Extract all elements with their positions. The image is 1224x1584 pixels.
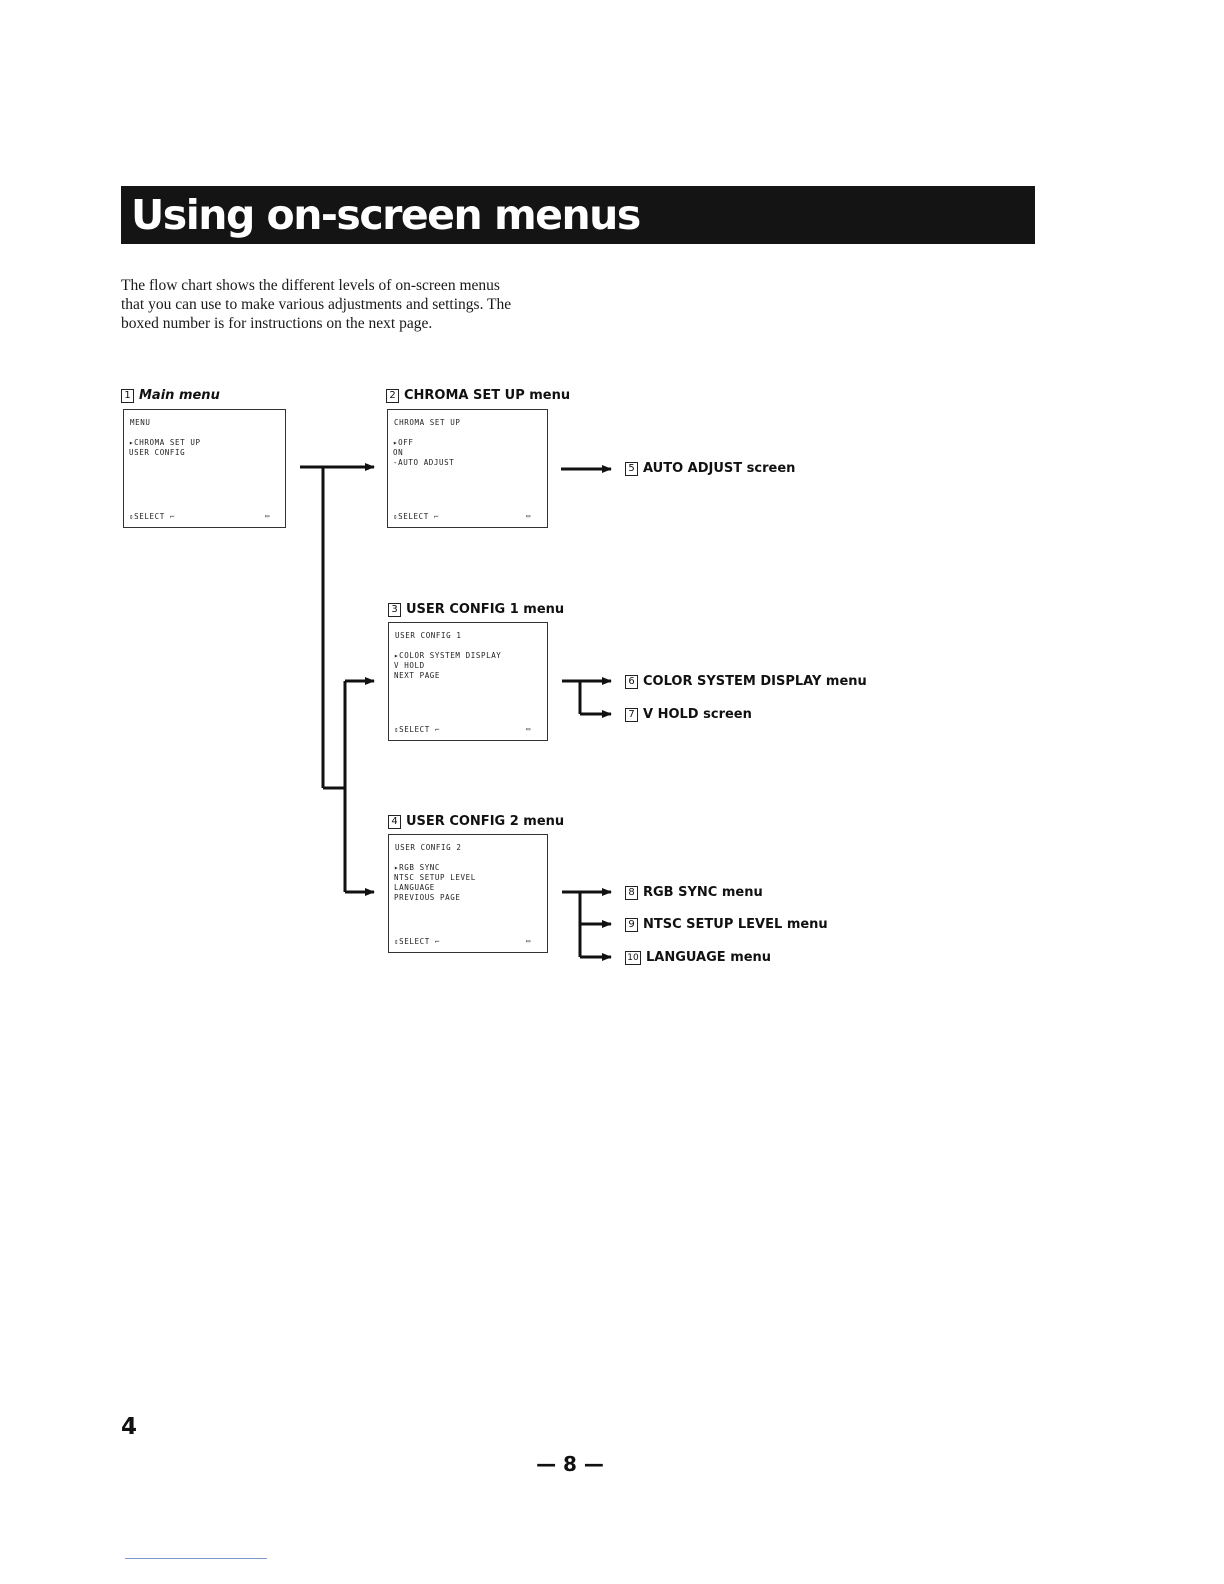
screen-line: ON bbox=[393, 448, 404, 457]
screen-line: ▸CHROMA SET UP bbox=[129, 438, 201, 447]
select-hint: ⇕SELECT ⌐ bbox=[129, 512, 176, 521]
dest-language: 10 LANGUAGE menu bbox=[625, 950, 771, 965]
screen-line: ▸COLOR SYSTEM DISPLAY bbox=[394, 651, 502, 660]
screen-line: -AUTO ADJUST bbox=[393, 458, 455, 467]
dest-auto-adjust: 5 AUTO ADJUST screen bbox=[625, 461, 795, 476]
user-config-1-screen bbox=[388, 622, 548, 741]
dest-color-system-display: 6 COLOR SYSTEM DISPLAY menu bbox=[625, 674, 867, 689]
select-hint: ⇕SELECT ⌐ bbox=[394, 725, 441, 734]
boxed-number: 1 bbox=[121, 389, 134, 403]
chroma-menu-screen bbox=[387, 409, 548, 528]
page-number: 4 bbox=[121, 1414, 138, 1440]
boxed-number: 2 bbox=[386, 389, 399, 403]
screen-title: USER CONFIG 1 bbox=[395, 631, 462, 640]
page-title: Using on-screen menus bbox=[131, 191, 640, 239]
screen-title: CHROMA SET UP bbox=[394, 418, 461, 427]
dest-ntsc-setup-level: 9 NTSC SETUP LEVEL menu bbox=[625, 917, 828, 932]
boxed-number: 4 bbox=[388, 815, 401, 829]
footer-rule bbox=[125, 1558, 267, 1559]
intro-paragraph: The flow chart shows the different levels of on-screen menus that you can use to make various adjustments and settings. The boxed number is for instructions on the next page. bbox=[121, 277, 512, 332]
screen-line: ▸OFF bbox=[393, 438, 414, 447]
main-menu-label: 1 Main menu bbox=[121, 388, 220, 404]
select-hint: ⇕SELECT ⌐ bbox=[393, 512, 440, 521]
chroma-menu-label: 2 CHROMA SET UP menu bbox=[386, 388, 570, 404]
screen-line: V HOLD bbox=[394, 661, 425, 670]
screen-line: PREVIOUS PAGE bbox=[394, 893, 461, 902]
screen-line: ▸RGB SYNC bbox=[394, 863, 441, 872]
footer-page-number: — 8 — bbox=[536, 1452, 604, 1476]
screen-title: USER CONFIG 2 bbox=[395, 843, 462, 852]
screen-line: NTSC SETUP LEVEL bbox=[394, 873, 476, 882]
screen-title: MENU bbox=[130, 418, 151, 427]
main-menu-screen bbox=[123, 409, 286, 528]
boxed-number: 3 bbox=[388, 603, 401, 617]
screen-line: LANGUAGE bbox=[394, 883, 435, 892]
select-hint: ⇕SELECT ⌐ bbox=[394, 937, 441, 946]
screen-line: USER CONFIG bbox=[129, 448, 186, 457]
menu-key-icon: ▭ bbox=[265, 512, 270, 520]
menu-key-icon: ▭ bbox=[526, 725, 531, 733]
user-config-2-screen bbox=[388, 834, 548, 953]
menu-key-icon: ▭ bbox=[526, 512, 531, 520]
dest-v-hold: 7 V HOLD screen bbox=[625, 707, 752, 722]
user-config-2-label: 4 USER CONFIG 2 menu bbox=[388, 814, 564, 830]
menu-key-icon: ▭ bbox=[526, 937, 531, 945]
user-config-1-label: 3 USER CONFIG 1 menu bbox=[388, 602, 564, 618]
dest-rgb-sync: 8 RGB SYNC menu bbox=[625, 885, 763, 900]
screen-line: NEXT PAGE bbox=[394, 671, 441, 680]
